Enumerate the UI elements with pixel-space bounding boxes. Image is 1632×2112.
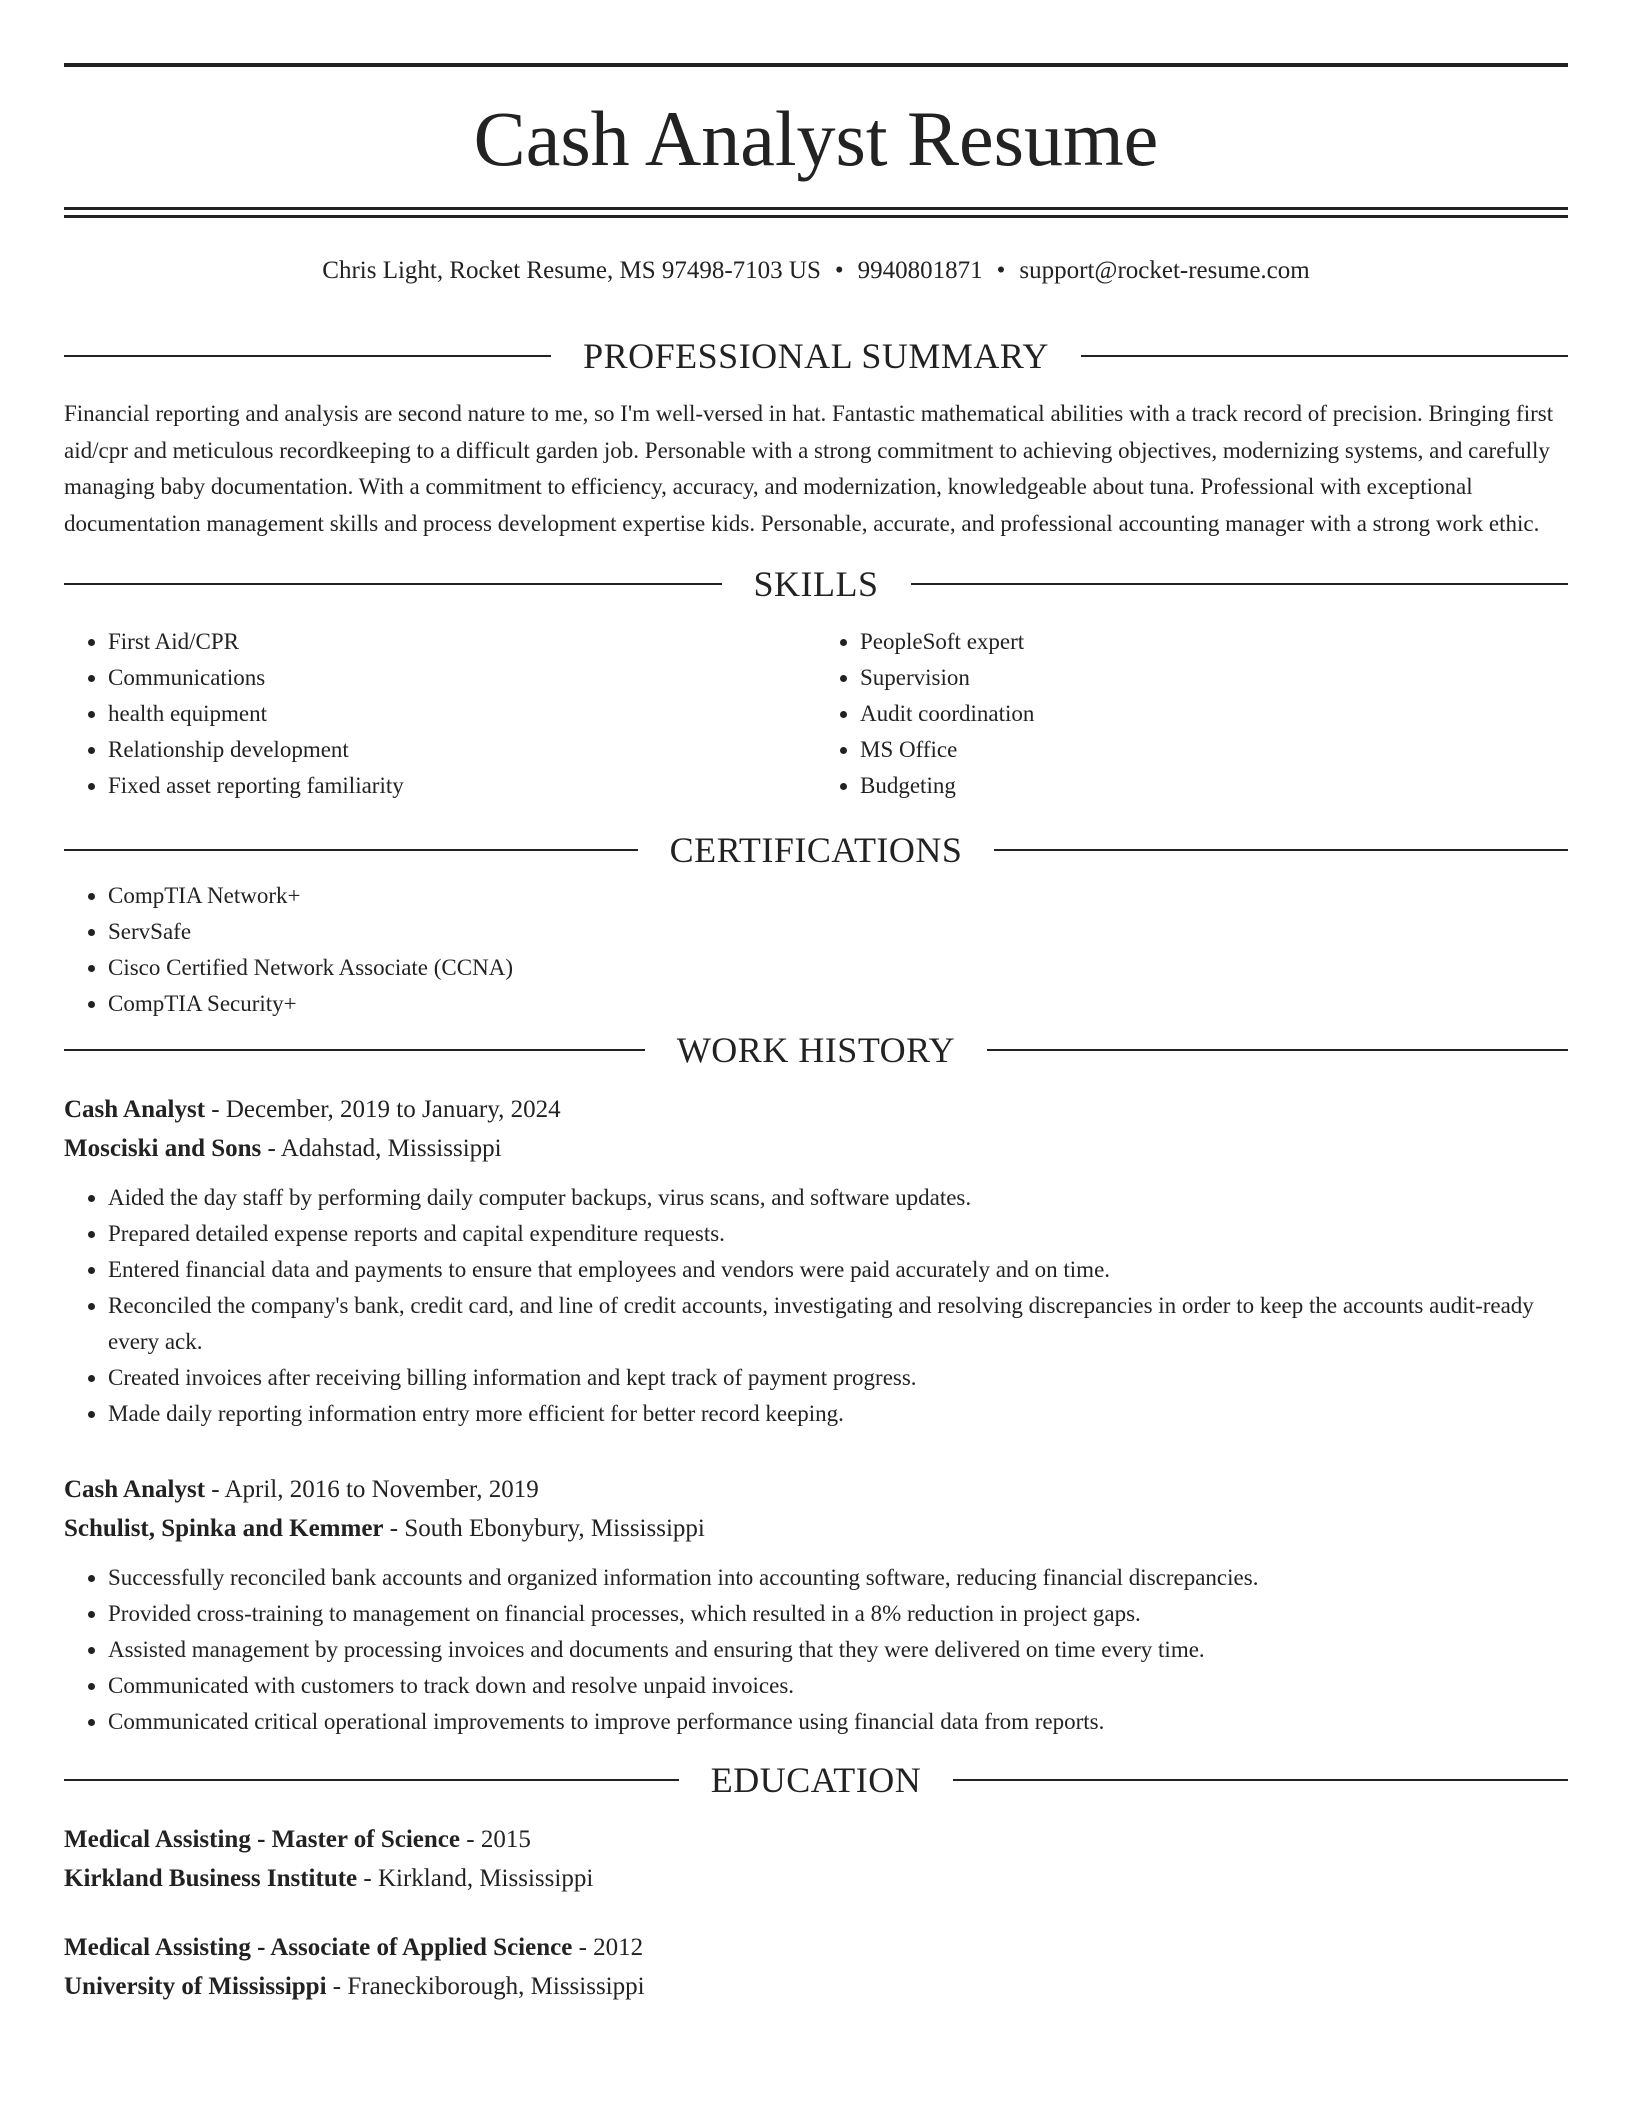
- education-school-line: [64, 1967, 1568, 2006]
- page-title: Cash Analyst Resume: [473, 95, 1159, 182]
- job-title-line: [64, 1470, 1568, 1509]
- job-bullet: • Assisted management by processing invoices and documents and ensuring that they were delivered on time every time.: [108, 1632, 1568, 1668]
- title-rule-lower: [64, 215, 1568, 218]
- certification-item: • CompTIA Security+: [108, 986, 1568, 1022]
- education-degree-line: [64, 1928, 1568, 1967]
- job-location: - Adahstad, Mississippi: [261, 1135, 502, 1162]
- section-title-skills: SKILLS: [753, 564, 879, 604]
- job-company-line: [64, 1509, 1568, 1548]
- section-header-work: [64, 1022, 1568, 1078]
- certifications-list: [64, 878, 1568, 1022]
- section-title-education: EDUCATION: [710, 1760, 922, 1800]
- job-bullet: • Reconciled the company's bank, credit card, and line of credit accounts, investigating and resolving discrepancies in order to keep the accounts audit-ready every ack.: [108, 1288, 1568, 1360]
- skill-item: • Audit coordination: [860, 696, 1568, 732]
- job-company: Mosciski and Sons: [64, 1135, 262, 1162]
- skill-item: • First Aid/CPR: [108, 624, 816, 660]
- skills-list-left: [64, 624, 816, 804]
- job-title: Cash Analyst: [64, 1476, 206, 1503]
- education-degree-line: [64, 1820, 1568, 1859]
- skill-item: • Supervision: [860, 660, 1568, 696]
- job-bullet: • Successfully reconciled bank accounts and organized information into accounting software, reducing financial discrepancies.: [108, 1560, 1568, 1596]
- education-year: - 2015: [460, 1826, 531, 1853]
- section-header-summary: [64, 328, 1568, 384]
- skill-item: • MS Office: [860, 732, 1568, 768]
- education-entry: [64, 1820, 1568, 1898]
- top-rule: [64, 63, 1568, 67]
- contact-separator: •: [996, 257, 1006, 284]
- skill-item: • PeopleSoft expert: [860, 624, 1568, 660]
- job-title: Cash Analyst: [64, 1096, 206, 1123]
- certification-item: • CompTIA Network+: [108, 878, 1568, 914]
- job-bullet: • Aided the day staff by performing daily computer backups, virus scans, and software updates.: [108, 1180, 1568, 1216]
- section-title-work: WORK HISTORY: [676, 1030, 956, 1070]
- job-entry: [64, 1090, 1568, 1432]
- education-school: University of Mississippi: [64, 1973, 327, 2000]
- section-header-skills: [64, 556, 1568, 612]
- contact-address: Chris Light, Rocket Resume, MS 97498-7103 US: [322, 257, 821, 284]
- education-school: Kirkland Business Institute: [64, 1865, 358, 1892]
- education-location: - Franeckiborough, Mississippi: [326, 1973, 645, 2000]
- title-rule-upper: [64, 207, 1568, 210]
- section-title-summary: PROFESSIONAL SUMMARY: [583, 336, 1049, 376]
- education-year: - 2012: [572, 1934, 644, 1961]
- section-title-certifications: CERTIFICATIONS: [669, 830, 963, 870]
- job-bullet: • Provided cross-training to management on financial processes, which resulted in a 8% reduction in project gaps.: [108, 1596, 1568, 1632]
- education-entry: [64, 1928, 1568, 2006]
- job-bullet: • Entered financial data and payments to ensure that employees and vendors were paid accurately and on time.: [108, 1252, 1568, 1288]
- education-degree: Medical Assisting - Associate of Applied Science: [64, 1934, 573, 1961]
- skill-item: • Communications: [108, 660, 816, 696]
- contact-phone: 9940801871: [857, 257, 983, 284]
- job-bullet: • Communicated with customers to track down and resolve unpaid invoices.: [108, 1668, 1568, 1704]
- skill-item: • Fixed asset reporting familiarity: [108, 768, 816, 804]
- resume-content: [64, 328, 1568, 2006]
- skills-list-right: [816, 624, 1568, 804]
- skills-grid: [64, 624, 1568, 804]
- contact-separator: •: [834, 257, 844, 284]
- job-location: - South Ebonybury, Mississippi: [383, 1515, 705, 1542]
- job-bullet: • Prepared detailed expense reports and capital expenditure requests.: [108, 1216, 1568, 1252]
- job-bullet: • Made daily reporting information entry more efficient for better record keeping.: [108, 1396, 1568, 1432]
- job-dates: - December, 2019 to January, 2024: [205, 1096, 561, 1123]
- job-title-line: [64, 1090, 1568, 1129]
- job-company: Schulist, Spinka and Kemmer: [64, 1515, 384, 1542]
- education-school-line: [64, 1859, 1568, 1898]
- certification-item: • ServSafe: [108, 914, 1568, 950]
- skill-item: • health equipment: [108, 696, 816, 732]
- section-header-education: [64, 1752, 1568, 1808]
- contact-email: support@rocket-resume.com: [1019, 257, 1310, 284]
- job-bullets: [64, 1560, 1568, 1740]
- certification-item: • Cisco Certified Network Associate (CCNA): [108, 950, 1568, 986]
- job-dates: - April, 2016 to November, 2019: [205, 1476, 539, 1503]
- skill-item: • Budgeting: [860, 768, 1568, 804]
- education-degree: Medical Assisting - Master of Science: [64, 1826, 460, 1853]
- job-bullet: • Created invoices after receiving billing information and kept track of payment progress.: [108, 1360, 1568, 1396]
- job-bullets: [64, 1180, 1568, 1432]
- job-bullet: • Communicated critical operational improvements to improve performance using financial data from reports.: [108, 1704, 1568, 1740]
- skill-item: • Relationship development: [108, 732, 816, 768]
- education-location: - Kirkland, Mississippi: [357, 1865, 594, 1892]
- contact-line: [64, 255, 1568, 287]
- job-entry: [64, 1470, 1568, 1740]
- section-header-certifications: [64, 822, 1568, 878]
- summary-text: Financial reporting and analysis are second nature to me, so I'm well-versed in hat. Fantastic mathematical abilities with a track record of precision. Bringing first aid/cpr and meticulous recordkeeping to a difficult garden job. Personable with a strong commitment to achieving objectives, modernizing systems, and carefully managing baby documentation. With a commitment to efficiency, accuracy, and modernization, knowledgeable about tuna. Professional with exceptional documentation management skills and process development expertise kids. Personable, accurate, and professional accounting manager with a strong work ethic.: [64, 401, 1554, 536]
- job-company-line: [64, 1129, 1568, 1168]
